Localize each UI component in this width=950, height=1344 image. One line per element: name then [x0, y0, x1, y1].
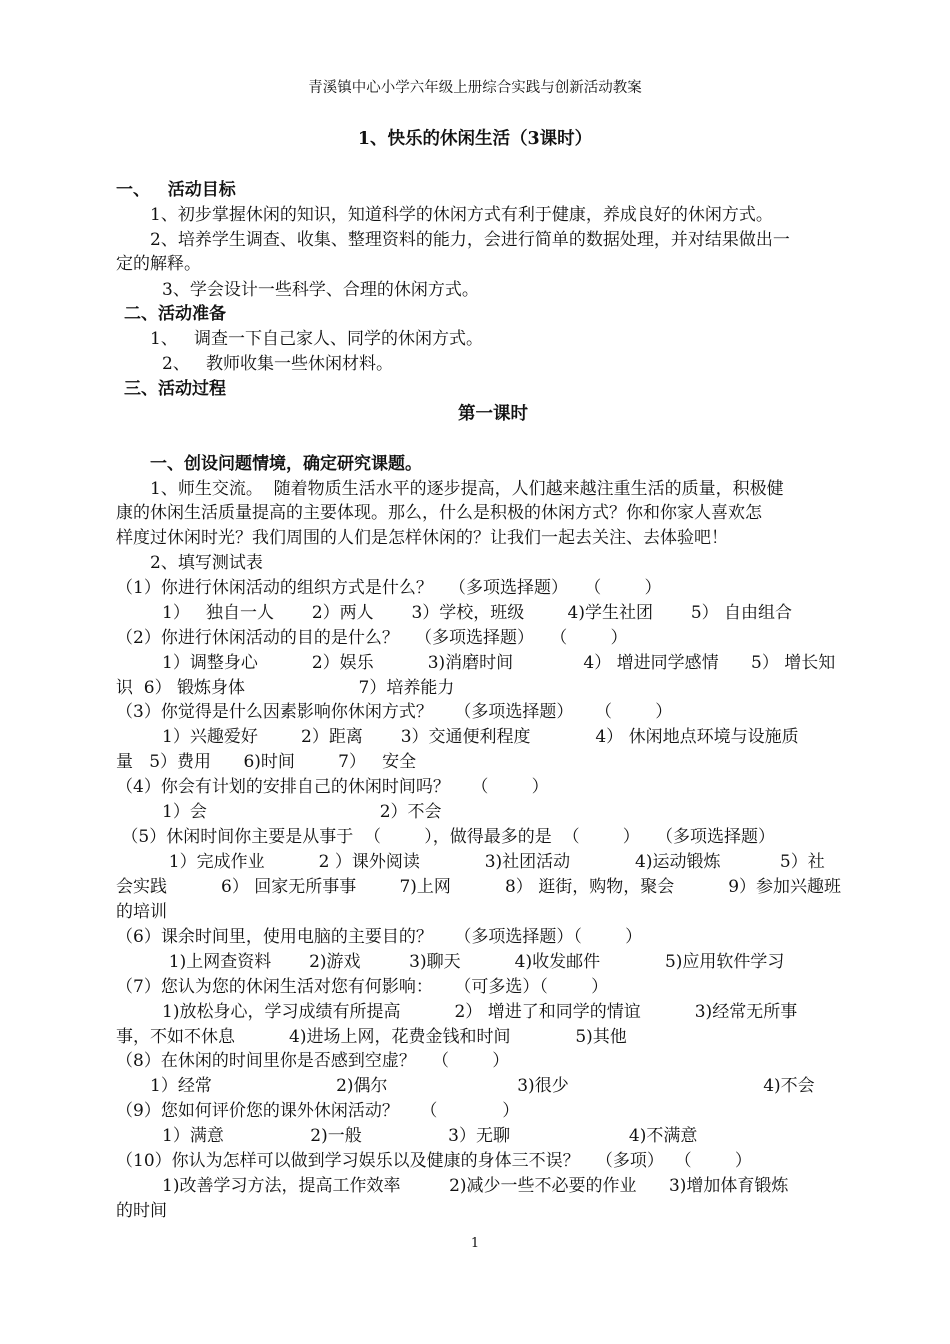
question-7-options: 1)放松身心，学习成绩有所提高 2） 增进了和同学的情谊 3)经常无所事	[162, 1002, 798, 1022]
question-3: （3）你觉得是什么因素影响你休闲方式？ （多项选择题） （ ）	[116, 702, 673, 722]
question-6-options: 1)上网查资料 2)游戏 3)聊天 4)收发邮件 5)应用软件学习	[158, 952, 785, 972]
paragraph-line: 2、填写测试表	[150, 553, 263, 573]
question-10-options: 1)改善学习方法，提高工作效率 2)减少一些不必要的作业 3)增加体育锻炼	[162, 1176, 789, 1196]
question-7: （7）您认为您的休闲生活对您有何影响： （可多选）（ ）	[116, 977, 609, 997]
question-9-options: 1）满意 2)一般 3）无聊 4)不满意	[162, 1126, 698, 1146]
section-heading-process: 三、活动过程	[124, 379, 226, 399]
question-8: （8）在休闲的时间里你是否感到空虚？ （ ）	[116, 1051, 510, 1071]
section-heading-preparation: 二、活动准备	[124, 304, 226, 324]
question-9: （9）您如何评价您的课外休闲活动？ （ ）	[116, 1101, 520, 1121]
paragraph-line: 样度过休闲时光？我们周围的人们是怎样休闲的？让我们一起去关注、去体验吧！	[116, 528, 728, 548]
question-5-options-cont: 的培训	[116, 902, 167, 922]
question-2-options: 1）调整身心 2）娱乐 3)消磨时间 4） 增进同学感情 5） 增长知	[162, 653, 836, 673]
part1-heading: 一、创设问题情境，确定研究课题。	[150, 454, 422, 474]
lesson-title: 第一课时	[458, 404, 528, 424]
paragraph-line: 1、师生交流。 随着物质生活水平的逐步提高，人们越来越注重生活的质量，积极健	[150, 479, 784, 499]
section-heading-objectives: 一、 活动目标	[116, 180, 236, 200]
question-5-options: 1）完成作业 2 ）课外阅读 3)社团活动 4)运动锻炼 5）社	[158, 852, 825, 872]
question-3-options: 1）兴趣爱好 2）距离 3）交通便利程度 4） 休闲地点环境与设施质	[162, 727, 799, 747]
question-10-options-cont: 的时间	[116, 1201, 167, 1221]
question-2: （2）你进行休闲活动的目的是什么？ （多项选择题） （ ）	[116, 628, 628, 648]
question-1-options: 1） 独自一人 2）两人 3）学校，班级 4)学生社团 5） 自由组合	[162, 603, 793, 623]
paragraph-line: 康的休闲生活质量提高的主要体现。那么，什么是积极的休闲方式？你和你家人喜欢怎	[116, 503, 762, 523]
preparation-item-1: 1、 调查一下自己家人、同学的休闲方式。	[150, 329, 484, 349]
preparation-item-2: 2、 教师收集一些休闲材料。	[162, 354, 394, 374]
objective-item-2: 2、培养学生调查、收集、整理资料的能力，会进行简单的数据处理，并对结果做出一	[150, 230, 790, 250]
question-7-options-cont: 事，不如不休息 4)进场上网，花费金钱和时间 5)其他	[116, 1027, 627, 1047]
objective-item-3: 3、学会设计一些科学、合理的休闲方式。	[162, 280, 479, 300]
question-5-options-cont: 会实践 6） 回家无所事事 7)上网 8） 逛街，购物，聚会 9）参加兴趣班	[116, 877, 842, 897]
question-8-options: 1）经常 2)偶尔 3)很少 4)不会	[150, 1076, 815, 1096]
question-2-options-cont: 识 6） 锻炼身体 7）培养能力	[116, 678, 455, 698]
document-title: 1、快乐的休闲生活（3课时）	[357, 129, 593, 149]
question-6: （6）课余时间里，使用电脑的主要目的？ （多项选择题）（ ）	[116, 927, 643, 947]
page-header: 青溪镇中心小学六年级上册综合实践与创新活动教案	[308, 80, 642, 96]
question-10: （10）你认为怎样可以做到学习娱乐以及健康的身体三不误？ （多项） （ ）	[116, 1151, 752, 1171]
objective-item-2-cont: 定的解释。	[116, 254, 201, 274]
question-4-options: 1）会 2）不会	[162, 802, 442, 822]
question-1: （1）你进行休闲活动的组织方式是什么？ （多项选择题） （ ）	[116, 578, 662, 598]
objective-item-1: 1、初步掌握休闲的知识，知道科学的休闲方式有利于健康，养成良好的休闲方式。	[150, 205, 773, 225]
question-3-options-cont: 量 5）费用 6)时间 7） 安全	[116, 752, 417, 772]
question-5: （5）休闲时间你主要是从事于 （ ），做得最多的是 （ ） （多项选择题）	[116, 827, 776, 847]
page-number: 1	[470, 1236, 480, 1251]
question-4: （4）你会有计划的安排自己的休闲时间吗？ （ ）	[116, 777, 549, 797]
